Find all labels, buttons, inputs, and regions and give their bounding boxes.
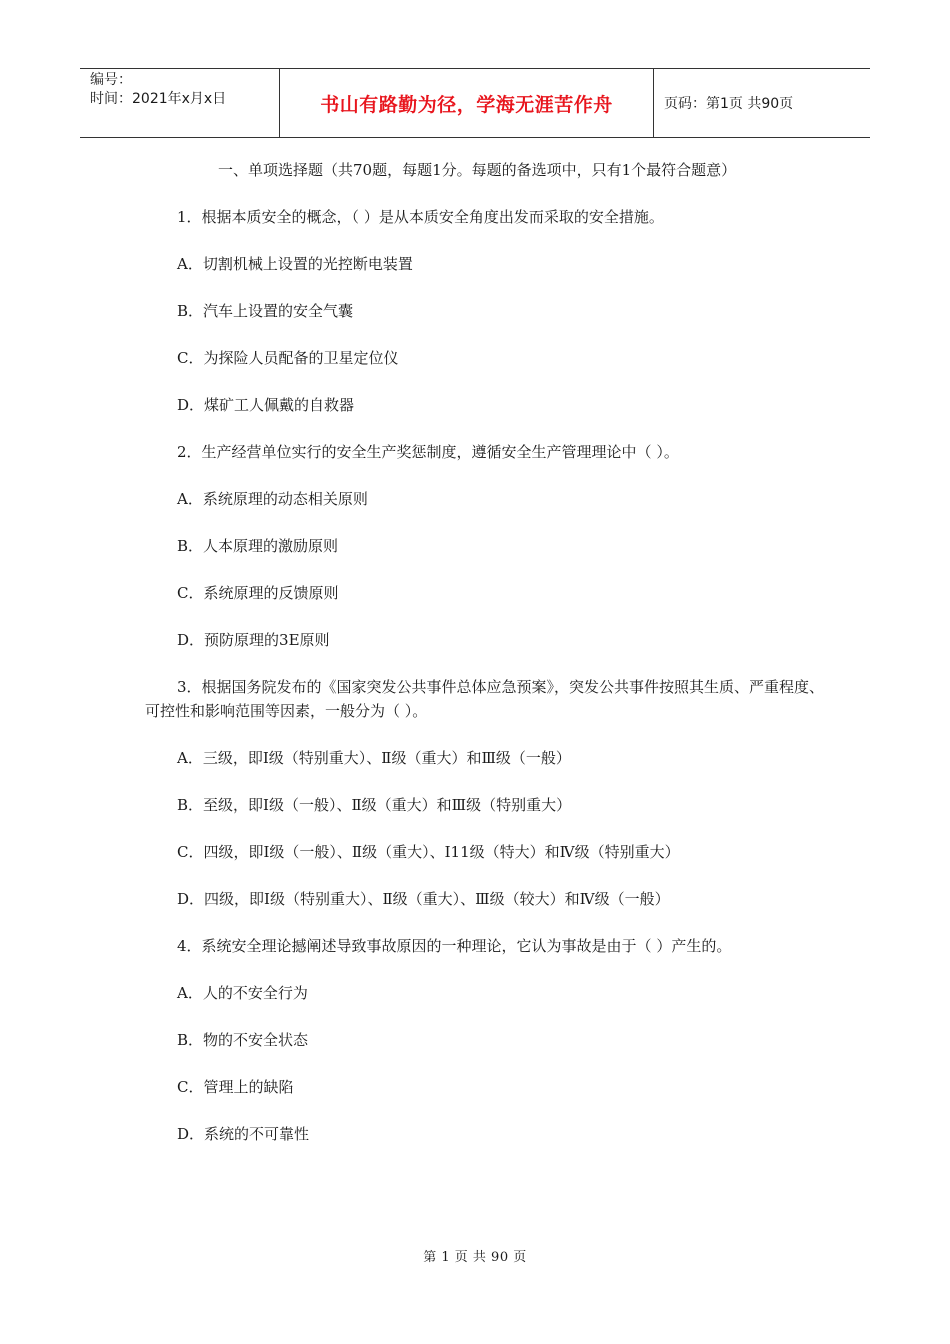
document-date-label: 时间：2021年x月x日	[90, 91, 227, 107]
footer-page-number: 第 1 页 共 90 页	[423, 1250, 527, 1265]
question-3-stem: 3．根据国务院发布的《国家突发公共事件总体应急预案》，突发公共事件按照其生质、严重程度、可控性和影响范围等因素，一般分为（ ）。	[145, 678, 825, 720]
question-1-option-c: C．为探险人员配备的卫星定位仪	[177, 349, 399, 367]
question-3-option-b: B．至级，即Ⅰ级（一般）、Ⅱ级（重大）和Ⅲ级（特别重大）	[177, 796, 572, 814]
question-1-stem: 1．根据本质安全的概念，（ ）是从本质安全角度出发而采取的安全措施。	[177, 208, 664, 226]
question-4-option-c: C．管理上的缺陷	[177, 1078, 294, 1096]
question-1-option-a: A．切割机械上设置的光控断电装置	[177, 255, 413, 273]
question-2-option-c: C．系统原理的反馈原则	[177, 584, 339, 602]
question-3-option-a: A．三级，即Ⅰ级（特别重大）、Ⅱ级（重大）和Ⅲ级（一般）	[177, 749, 571, 767]
header-page-number: 页码：第1页 共90页	[664, 96, 794, 112]
document-number-label: 编号：	[90, 72, 132, 88]
question-2-option-d: D．预防原理的3E原则	[177, 631, 330, 649]
section-intro: 一、单项选择题（共70题，每题1分。每题的备选项中，只有1个最符合题意）	[218, 161, 737, 179]
question-3-option-c: C．四级，即Ⅰ级（一般）、Ⅱ级（重大）、I11级（特大）和Ⅳ级（特别重大）	[177, 843, 680, 861]
document-header	[80, 68, 870, 138]
document-body	[145, 158, 825, 1169]
question-2-option-b: B．人本原理的激励原则	[177, 537, 339, 555]
header-motto: 书山有路勤为径，学海无涯苦作舟	[280, 69, 654, 137]
question-4-stem: 4．系统安全理论撼阐述导致事故原因的一种理论，它认为事故是由于（ ）产生的。	[177, 937, 732, 955]
question-3-option-d: D．四级，即Ⅰ级（特别重大）、Ⅱ级（重大）、Ⅲ级（较大）和Ⅳ级（一般）	[177, 890, 670, 908]
question-4-option-a: A．人的不安全行为	[177, 984, 308, 1002]
header-meta	[80, 69, 280, 137]
question-2-option-a: A．系统原理的动态相关原则	[177, 490, 368, 508]
question-1-option-d: D．煤矿工人佩戴的自救器	[177, 396, 355, 414]
question-4-option-d: D．系统的不可靠性	[177, 1125, 310, 1143]
question-1-option-b: B．汽车上设置的安全气囊	[177, 302, 354, 320]
question-2-stem: 2．生产经营单位实行的安全生产奖惩制度，遵循安全生产管理理论中（ ）。	[177, 443, 679, 461]
question-4-option-b: B．物的不安全状态	[177, 1031, 309, 1049]
page-footer	[0, 1246, 950, 1265]
